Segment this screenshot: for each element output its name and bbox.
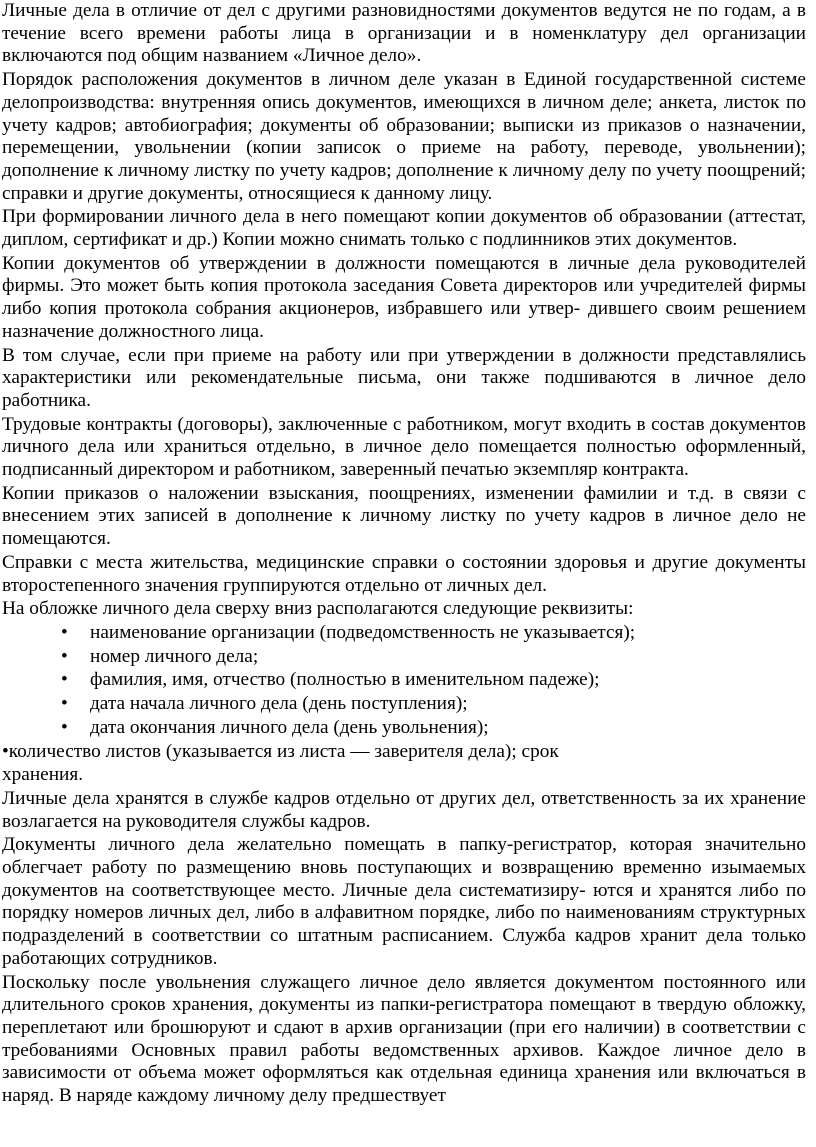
list-item-text: номер личного дела;	[90, 645, 259, 667]
paragraph: Личные дела хранятся в службе кадров отдельно от других дел, ответственность за их хранение возлагается на руководителя службы кадров.	[2, 787, 806, 832]
list-item-text: наименование организации (подведомственность не указывается);	[90, 621, 636, 643]
list-item	[2, 646, 806, 669]
paragraph: Трудовые контракты (договоры), заключенные с работником, могут входить в состав документов личного дела или храниться отдельно, в личное дело помещается полностью оформленный, подписанный директором и работником, заверенный печатью экземпляр контракта.	[2, 413, 806, 481]
list-item-text: дата начала личного дела (день поступления);	[90, 693, 468, 715]
paragraph: Копии приказов о наложении взыскания, поощрениях, изменении фамилии и т.д. в связи с внесением этих записей в дополнение к личному листку по учету кадров в личное дело не помещаются.	[2, 482, 806, 550]
paragraph: Личные дела в отличие от дел с другими разновидностями документов ведутся не по годам, а в течение всего времени работы лица в организации и в номенклатуру дел организации включаются под общим названием «Личное дело».	[2, 0, 806, 67]
requisites-list	[2, 622, 806, 740]
paragraph: Поскольку после увольнения служащего личное дело является документом постоянного или длительного сроков хранения, документы из папки-регистратора помещают в твердую обложку, переплетают или брошюруют и сдают в архив организации (при его наличии) в соответствии с требованиями Основных правил работы ведомственных архивов. Каждое личное дело в зависимости от объема может оформляться как отдельная единица хранения или включаться в наряд. В наряде каждому личному делу предшествует	[2, 971, 806, 1107]
list-item-text: фамилия, имя, отчество (полностью в именительном падеже);	[90, 669, 600, 691]
paragraph: В том случае, если при приеме на работу или при утверждении в должности представлялись характеристики или рекомендательные письма, они также подшиваются в личное дело работника.	[2, 344, 806, 411]
requisite-extra-line: хранения.	[2, 764, 84, 786]
list-item	[2, 717, 806, 740]
list-item	[2, 669, 806, 692]
bullet-icon: •	[61, 621, 68, 643]
paragraph: Копии документов об утверждении в должности помещаются в личные дела руководителей фирмы. Это может быть копия протокола заседания Совета директоров или учредителей фирмы либо копия протокола собрания акционеров, избравшего или утвер- дившего своим решением назначение должностного лица.	[2, 252, 806, 342]
bullet-icon: •	[61, 645, 68, 667]
paragraph: Документы личного дела желательно помещать в папку-регистратор, которая значительно облегчает работу по размещению вновь поступающих и возвращению временно изымаемых документов на соответствующее место. Личные дела систематизиру- ются и хранятся либо по порядку номеров личных дел, либо в алфавитном порядке, либо по наименованиям структурных подразделений в соответствии со штатным расписанием. Служба кадров хранит дела только работающих сотрудников.	[2, 834, 806, 969]
list-item-text: дата окончания личного дела (день увольнения);	[90, 716, 489, 738]
list-item	[2, 622, 806, 645]
requisites-intro: На обложке личного дела сверху вниз располагаются следующие реквизиты:	[2, 598, 634, 620]
bullet-icon: •	[61, 716, 68, 738]
requisite-extra-line: •количество листов (указывается из листа — заверителя дела); срок	[2, 740, 559, 762]
paragraph: Порядок расположения документов в личном деле указан в Единой государственной системе делопроизводства: внутренняя опись документов, имеющихся в личном деле; анкета, листок по учету кадров; автобиография; документы об образовании; выписки из приказов о назначении, перемещении, увольнении (копии записок о приеме на работу, переводе, увольнении); дополнение к личному листку по учету кадров; дополнение к личному делу по учету поощрений; справки и другие документы, относящиеся к данному лицу.	[2, 69, 806, 204]
list-item	[2, 693, 806, 716]
paragraph: При формировании личного дела в него помещают копии документов об образовании (аттестат, диплом, сертификат и др.) Копии можно снимать только с подлинников этих документов.	[2, 206, 806, 251]
paragraph: Справки с места жительства, медицинские справки о состоянии здоровья и другие документы второстепенного значения группируются отдельно от личных дел.	[2, 551, 806, 596]
bullet-icon: •	[61, 669, 68, 691]
bullet-icon: •	[61, 693, 68, 715]
